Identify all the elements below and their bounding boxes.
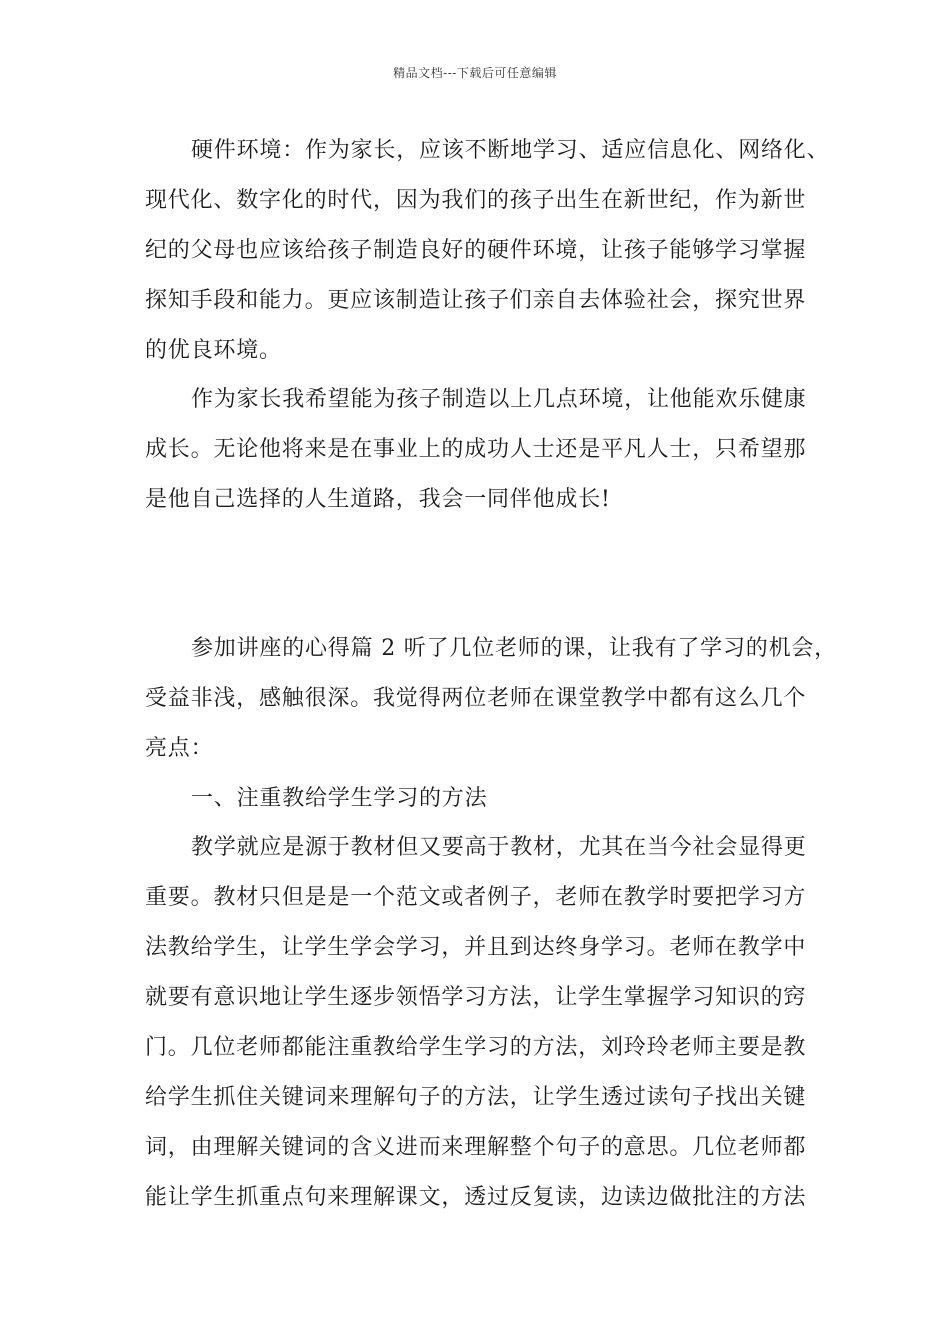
- section-heading: 一、注重教给学生学习的方法: [191, 786, 488, 811]
- paragraph-line: 法教给学生，让学生学会学习，并且到达终身学习。老师在教学中: [145, 935, 807, 960]
- paragraph-line: 是他自己选择的人生道路，我会一同伴他成长!: [145, 487, 611, 512]
- paragraph-line: 词，由理解关键词的含义进而来理解整个句子的意思。几位老师都: [145, 1135, 807, 1160]
- paragraph-line: 能让学生抓重点句来理解课文，透过反复读，边读边做批注的方法: [145, 1185, 807, 1210]
- paragraph-line: 的优良环境。: [145, 338, 282, 363]
- paragraph-line: 教学就应是源于教材但又要高于教材，尤其在当今社会显得更: [191, 835, 807, 860]
- paragraph-line: 受益非浅，感触很深。我觉得两位老师在课堂教学中都有这么几个: [145, 686, 807, 711]
- page-header: 精品文档---下载后可任意编辑: [393, 66, 557, 80]
- paragraph-line: 重要。教材只但是是一个范文或者例子，老师在教学时要把学习方: [145, 885, 807, 910]
- paragraph-line: 就要有意识地让学生逐步领悟学习方法，让学生掌握学习知识的窍: [145, 985, 807, 1010]
- paragraph-line: 给学生抓住关键词来理解句子的方法，让学生透过读句子找出关键: [145, 1085, 807, 1110]
- paragraph-line: 硬件环境：作为家长，应该不断地学习、适应信息化、网络化、: [191, 138, 830, 163]
- paragraph-line: 成长。无论他将来是在事业上的成功人士还是平凡人士，只希望那: [145, 437, 807, 462]
- paragraph-line: 作为家长我希望能为孩子制造以上几点环境，让他能欢乐健康: [191, 387, 807, 412]
- paragraph-line: 探知手段和能力。更应该制造让孩子们亲自去体验社会，探究世界: [145, 288, 807, 313]
- paragraph-line: 现代化、数字化的时代，因为我们的孩子出生在新世纪，作为新世: [145, 188, 807, 213]
- paragraph-line: 纪的父母也应该给孩子制造良好的硬件环境，让孩子能够学习掌握: [145, 238, 807, 263]
- paragraph-line: 参加讲座的心得篇 2 听了几位老师的课，让我有了学习的机会，: [191, 636, 837, 661]
- paragraph-line: 门。几位老师都能注重教给学生学习的方法，刘玲玲老师主要是教: [145, 1035, 807, 1060]
- paragraph-line: 亮点：: [145, 736, 214, 761]
